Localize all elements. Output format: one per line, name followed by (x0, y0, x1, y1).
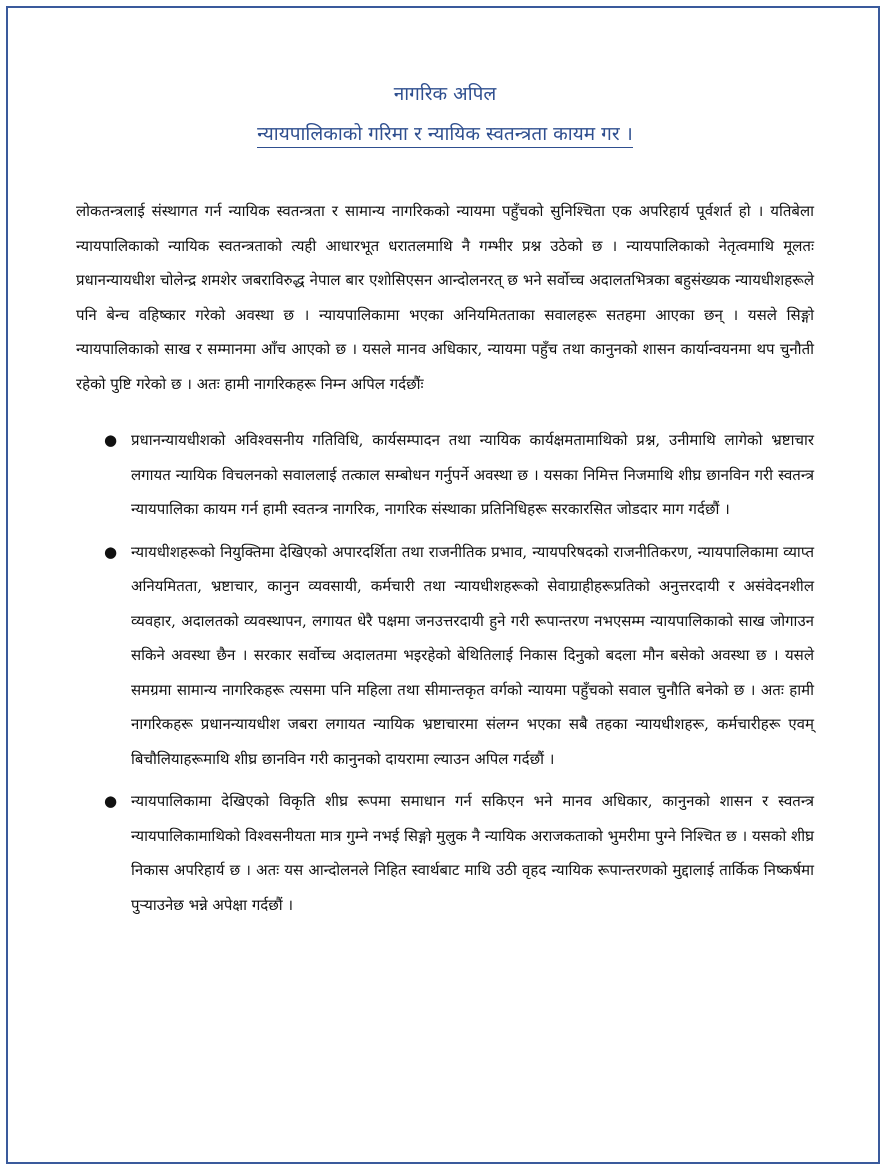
appeal-list (76, 423, 814, 922)
document-title: नागरिक अपिल (393, 83, 497, 105)
intro-paragraph: लोकतन्त्रलाई संस्थागत गर्न न्यायिक स्वतन्त्रता र सामान्य नागरिकको न्यायमा पहुँचको सुनिश्चिता एक अपरिहार्य पूर्वशर्त हो । यतिबेला न्यायपालिकाको न्यायिक स्वतन्त्रताको त्यही आधारभूत धरातलमाथि नै गम्भीर प्रश्न उठेको छ । न्यायपालिकाको नेतृत्वमाथि मूलतः प्रधानन्यायधीश चोलेन्द्र शमशेर जबराविरुद्ध नेपाल बार एशोसिएसन आन्दोलनरत् छ भने सर्वोच्च अदालतभित्रका बहुसंख्यक न्यायधीशहरूले पनि बेन्च वहिष्कार गरेको अवस्था छ । न्यायपालिकामा भएका अनियमितताका सवालहरू सतहमा आएका छन् । यसले सिङ्गो न्यायपालिकाको साख र सम्मानमा आँच आएको छ । यसले मानव अधिकार, न्यायमा पहुँच तथा कानुनको शासन कार्यान्वयनमा थप चुनौती रहेको पुष्टि गरेको छ । अतः हामी नागरिकहरू निम्न अपिल गर्दछौंः (76, 202, 814, 393)
document-body (76, 72, 814, 930)
appeal-text: न्यायधीशहरूको नियुक्तिमा देखिएको अपारदर्शिता तथा राजनीतिक प्रभाव, न्यायपरिषदको राजनीतिकरण, न्यायपालिकामा व्याप्त अनियमितता, भ्रष्टाचार, कानुन व्यवसायी, कर्मचारी तथा न्यायधीशहरूको सेवाग्राहीहरूप्रतिको अनुत्तरदायी र असंवेदनशील व्यवहार, अदालतको व्यवस्थापन, लगायत धेरै पक्षमा जनउत्तरदायी हुने गरी रूपान्तरण नभएसम्म न्यायपालिकाको साख जोगाउन सकिने अवस्था छैन । सरकार सर्वोच्च अदालतमा भइरहेको बेथितिलाई निकास दिनुको बदला मौन बसेको अवस्था छ । यसले समग्रमा सामान्य नागरिकहरू त्यसमा पनि महिला तथा सीमान्तकृत वर्गको न्यायमा पहुँचको सवाल चुनौति बनेको छ । अतः हामी नागरिकहरू प्रधानन्यायधीश जबरा लगायत न्यायिक भ्रष्टाचारमा संलग्न भएका सबै तहका न्यायधीशहरू, कर्मचारीहरू एवम् बिचौलियाहरूमाथि शीघ्र छानविन गरी कानुनको दायरामा ल्याउन अपिल गर्दछौं । (131, 542, 814, 768)
document-subtitle (76, 120, 814, 146)
bullet-icon: ● (104, 431, 118, 449)
appeal-text: प्रधानन्यायधीशको अविश्वसनीय गतिविधि, कार्यसम्पादन तथा न्यायिक कार्यक्षमतामाथिको प्रश्न, उनीमाथि लागेको भ्रष्टाचार लगायत न्यायिक विचलनको सवाललाई तत्काल सम्बोधन गर्नुपर्ने अवस्था छ । यसका निमित्त निजमाथि शीघ्र छानविन गरी स्वतन्त्र न्यायपालिका कायम गर्न हामी स्वतन्त्र नागरिक, नागरिक संस्थाका प्रतिनिधिहरू सरकारसित जोडदार माग गर्दछौं । (131, 431, 814, 518)
bullet-icon: ● (104, 542, 118, 561)
document-subtitle-text: न्यायपालिकाको गरिमा र न्यायिक स्वतन्त्रता कायम गर । (257, 123, 633, 148)
appeal-text: न्यायपालिकामा देखिएको विकृति शीघ्र रूपमा समाधान गर्न सकिएन भने मानव अधिकार, कानुनको शासन र स्वतन्त्र न्यायपालिकामाथिको विश्वसनीयता मात्र गुम्ने नभई सिङ्गो मुलुक नै न्यायिक अराजकताको भुमरीमा पुग्ने निश्चित छ । यसको शीघ्र निकास अपरिहार्य छ । अतः यस आन्दोलनले निहित स्वार्थबाट माथि उठी वृहद न्यायिक रूपान्तरणको मुद्दालाई तार्किक निष्कर्षमा पुऱ्याउनेछ भन्ने अपेक्षा गर्दछौं । (131, 792, 814, 914)
appeal-item (76, 535, 814, 777)
appeal-item (76, 423, 814, 527)
bullet-icon: ● (104, 792, 118, 810)
appeal-item (76, 784, 814, 922)
